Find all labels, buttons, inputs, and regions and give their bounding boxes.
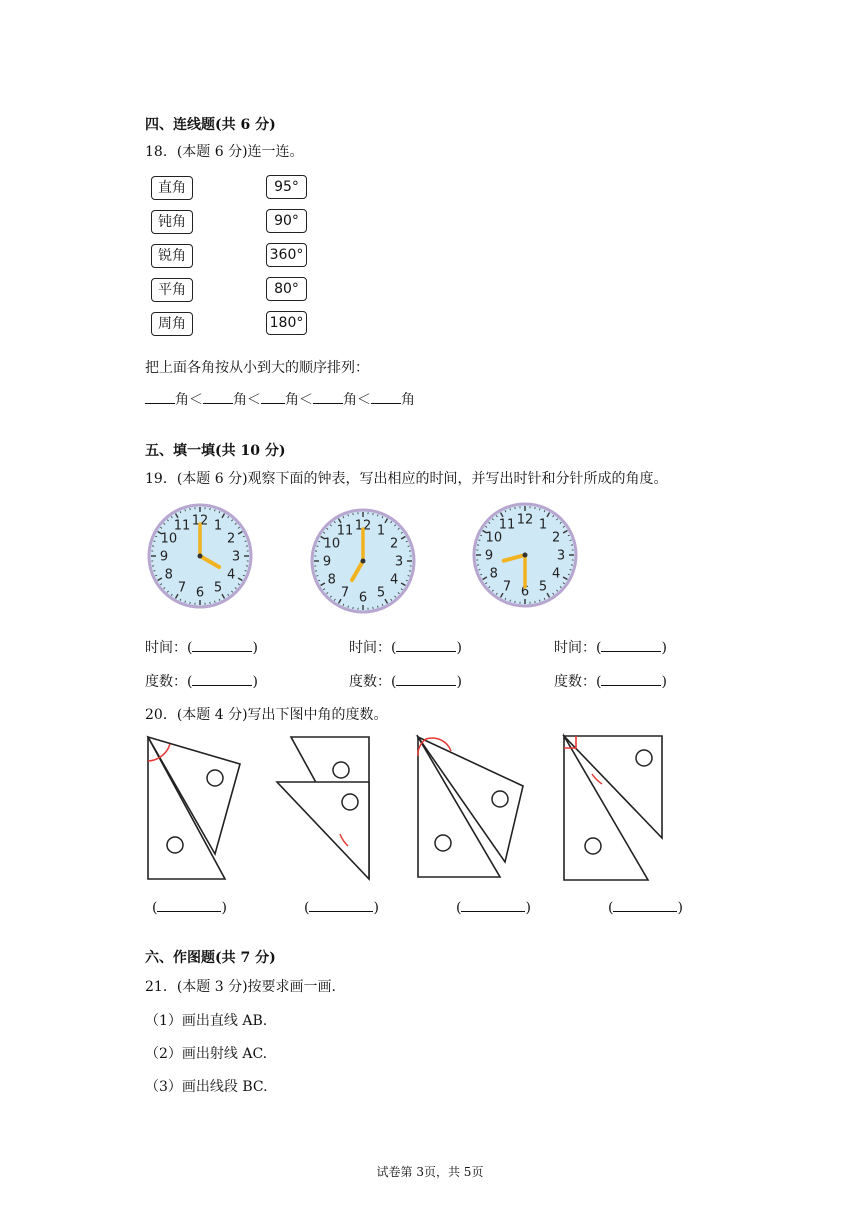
- section-title-four: 四、连线题(共 6 分): [145, 117, 276, 133]
- clock-number: 9: [159, 549, 169, 565]
- clock-number: 2: [552, 530, 561, 546]
- clock-number: 8: [327, 572, 336, 588]
- answer-blank[interactable]: [601, 671, 661, 686]
- right-item[interactable]: 90°: [266, 209, 307, 233]
- clock-number: 5: [213, 580, 223, 596]
- clock-number: 6: [358, 590, 368, 606]
- clock-number: 12: [191, 513, 209, 529]
- answer-blank[interactable]: [261, 389, 285, 404]
- clock-number: 11: [498, 517, 516, 533]
- order-part: 角＜: [343, 392, 371, 408]
- clock-number: 4: [552, 566, 561, 582]
- clock-number: 5: [376, 585, 386, 601]
- answer-blank[interactable]: [461, 897, 525, 912]
- order-blanks: [145, 389, 415, 409]
- set-square-figure-2: [275, 734, 375, 884]
- order-part: 角＜: [233, 392, 261, 408]
- clock-number: 2: [390, 536, 399, 552]
- answer-blank[interactable]: [313, 389, 343, 404]
- clock-number: 10: [160, 531, 178, 547]
- draw-item: （1）画出直线 AB.: [145, 1013, 268, 1029]
- degree-answer: 度数：( ): [145, 671, 258, 691]
- answer-blank[interactable]: [396, 637, 456, 652]
- left-item[interactable]: 锐角: [151, 244, 193, 268]
- section-title-five: 五、填一填(共 10 分): [145, 443, 286, 459]
- right-item[interactable]: 180°: [266, 311, 307, 335]
- page-footer: 试卷第 3页，共 5页: [376, 1165, 484, 1179]
- answer-blank[interactable]: [396, 671, 456, 686]
- answer-blank[interactable]: [601, 637, 661, 652]
- clock-number: 1: [538, 517, 548, 533]
- clock-number: 7: [177, 580, 187, 596]
- question-21: 21．(本题 3 分)按要求画一画.: [145, 979, 336, 995]
- answer-blank[interactable]: [613, 897, 677, 912]
- section-title-six: 六、作图题(共 7 分): [145, 950, 276, 966]
- left-item[interactable]: 平角: [151, 278, 193, 302]
- clock-center: [361, 559, 366, 564]
- draw-item: （2）画出射线 AC.: [145, 1046, 268, 1062]
- clock-number: 3: [231, 549, 241, 565]
- right-item[interactable]: 80°: [266, 277, 307, 301]
- question-19: 19．(本题 6 分)观察下面的钟表，写出相应的时间，并写出时针和分针所成的角度。: [145, 471, 668, 487]
- set-square-figure-3: [415, 734, 530, 884]
- answer-blank[interactable]: [371, 389, 401, 404]
- clock-number: 10: [485, 530, 503, 546]
- answer-blank[interactable]: [192, 671, 252, 686]
- clock-face: [470, 500, 580, 610]
- clock-number: 3: [394, 554, 404, 570]
- clock-number: 3: [556, 548, 566, 564]
- clock-number: 8: [489, 566, 498, 582]
- clock-number: 4: [390, 572, 399, 588]
- clock-number: 9: [484, 548, 494, 564]
- clock-number: 6: [520, 584, 530, 600]
- clock-center: [523, 553, 528, 558]
- right-item[interactable]: 360°: [266, 243, 307, 267]
- answer-blank[interactable]: [157, 897, 221, 912]
- question-20: 20．(本题 4 分)写出下图中角的度数。: [145, 707, 388, 723]
- clock-number: 7: [502, 579, 512, 595]
- clock-number: 2: [227, 531, 236, 547]
- set-square-figure-1: [145, 734, 245, 884]
- clock-number: 9: [322, 554, 332, 570]
- time-answer: 时间：( ): [554, 637, 667, 657]
- time-answer: 时间：( ): [145, 637, 258, 657]
- figure-answer: ( ): [456, 897, 531, 916]
- clock-number: 8: [164, 567, 173, 583]
- clock-number: 11: [173, 518, 191, 534]
- set-square-figure-4: [562, 734, 667, 884]
- answer-blank[interactable]: [192, 637, 252, 652]
- clock-number: 4: [227, 567, 236, 583]
- time-answer: 时间：( ): [349, 637, 462, 657]
- clock-center: [198, 554, 203, 559]
- left-item[interactable]: 钝角: [151, 210, 193, 234]
- order-prompt: 把上面各角按从小到大的顺序排列：: [145, 360, 369, 376]
- answer-blank[interactable]: [203, 389, 233, 404]
- order-part: 角: [401, 392, 415, 408]
- answer-blank[interactable]: [309, 897, 373, 912]
- clock-number: 1: [213, 518, 223, 534]
- clock-number: 12: [354, 518, 372, 534]
- figure-answer: ( ): [304, 897, 379, 916]
- clock-number: 10: [323, 536, 341, 552]
- clock-face: [145, 501, 255, 611]
- clock-number: 5: [538, 579, 548, 595]
- order-part: 角＜: [175, 392, 203, 408]
- left-item[interactable]: 周角: [151, 312, 193, 336]
- draw-item: （3）画出线段 BC.: [145, 1079, 268, 1095]
- figure-answer: ( ): [152, 897, 227, 916]
- degree-answer: 度数：( ): [554, 671, 667, 691]
- right-item[interactable]: 95°: [266, 175, 307, 199]
- clock-number: 7: [340, 585, 350, 601]
- clock-face: [308, 506, 418, 616]
- figure-answer: ( ): [608, 897, 683, 916]
- clock-number: 6: [195, 585, 205, 601]
- answer-blank[interactable]: [145, 389, 175, 404]
- left-item[interactable]: 直角: [151, 176, 193, 200]
- clock-number: 1: [376, 523, 386, 539]
- clock-number: 12: [516, 512, 534, 528]
- order-part: 角＜: [285, 392, 313, 408]
- clock-number: 11: [336, 523, 354, 539]
- question-18: 18．(本题 6 分)连一连。: [145, 144, 304, 160]
- degree-answer: 度数：( ): [349, 671, 462, 691]
